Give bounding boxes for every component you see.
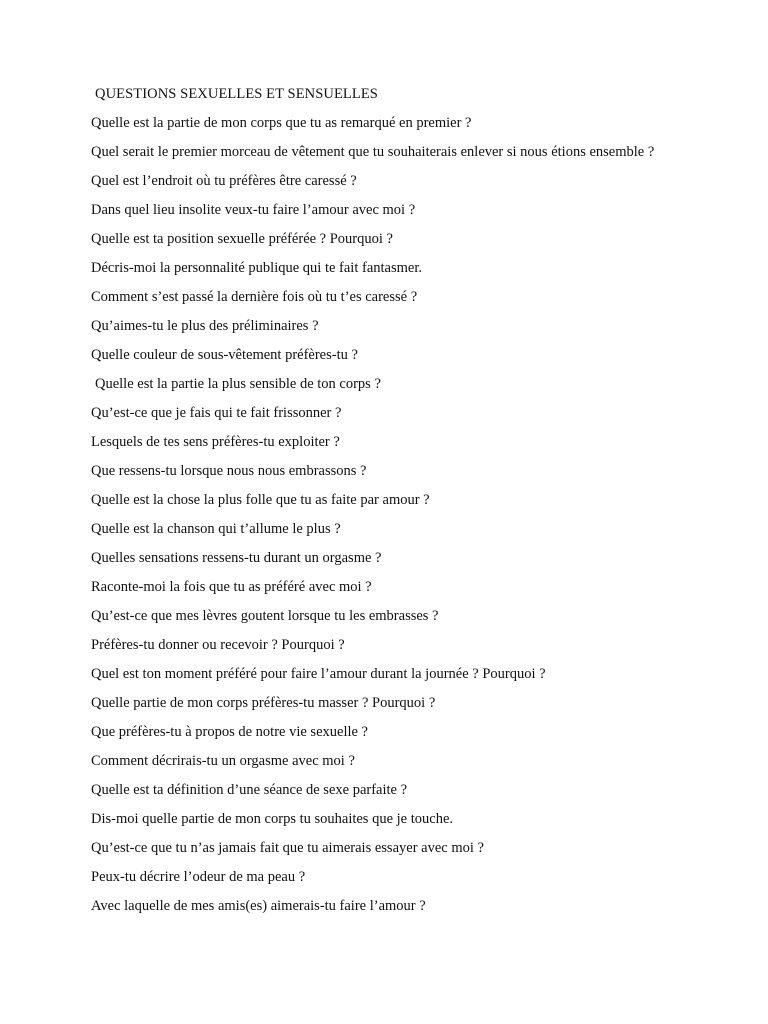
question-item: Quelles sensations ressens-tu durant un orgasme ? bbox=[91, 550, 382, 566]
question-item: Comment s’est passé la dernière fois où tu t’es caressé ? bbox=[91, 289, 418, 305]
question-item: Raconte-moi la fois que tu as préféré avec moi ? bbox=[91, 579, 372, 595]
question-item: Quel est ton moment préféré pour faire l’amour durant la journée ? Pourquoi ? bbox=[91, 666, 546, 682]
question-item: Préfères-tu donner ou recevoir ? Pourquoi ? bbox=[91, 637, 345, 653]
question-item: Quelle est la partie de mon corps que tu as remarqué en premier ? bbox=[91, 115, 472, 131]
question-item: Que ressens-tu lorsque nous nous embrassons ? bbox=[91, 463, 367, 479]
question-item: Quelle est la chose la plus folle que tu as faite par amour ? bbox=[91, 492, 430, 508]
question-item: Quelle est la partie la plus sensible de ton corps ? bbox=[95, 376, 381, 392]
question-item: Dans quel lieu insolite veux-tu faire l’amour avec moi ? bbox=[91, 202, 416, 218]
question-item: Qu’est-ce que je fais qui te fait frissonner ? bbox=[91, 405, 342, 421]
question-item: Quelle partie de mon corps préfères-tu masser ? Pourquoi ? bbox=[91, 695, 436, 711]
question-item: Peux-tu décrire l’odeur de ma peau ? bbox=[91, 869, 306, 885]
question-item: Quel serait le premier morceau de vêtement que tu souhaiterais enlever si nous étions ensemble ? bbox=[91, 144, 655, 160]
question-item: Comment décrirais-tu un orgasme avec moi ? bbox=[91, 753, 355, 769]
question-list bbox=[91, 114, 691, 916]
question-item: Que préfères-tu à propos de notre vie sexuelle ? bbox=[91, 724, 368, 740]
question-item: Qu’est-ce que mes lèvres goutent lorsque tu les embrasses ? bbox=[91, 608, 439, 624]
question-item: Quelle est ta définition d’une séance de sexe parfaite ? bbox=[91, 782, 408, 798]
question-item: Quelle est ta position sexuelle préférée ? Pourquoi ? bbox=[91, 231, 393, 247]
question-item: Lesquels de tes sens préfères-tu exploiter ? bbox=[91, 434, 340, 450]
question-item: Qu’aimes-tu le plus des préliminaires ? bbox=[91, 318, 319, 334]
question-item: Dis-moi quelle partie de mon corps tu souhaites que je touche. bbox=[91, 811, 454, 827]
question-item: Quelle couleur de sous-vêtement préfères-tu ? bbox=[91, 347, 358, 363]
document-title: QUESTIONS SEXUELLES ET SENSUELLES bbox=[95, 86, 378, 102]
question-item: Décris-moi la personnalité publique qui te fait fantasmer. bbox=[91, 260, 422, 276]
document-content bbox=[91, 85, 691, 926]
question-item: Qu’est-ce que tu n’as jamais fait que tu aimerais essayer avec moi ? bbox=[91, 840, 484, 856]
question-item: Quel est l’endroit où tu préfères être caressé ? bbox=[91, 173, 357, 189]
question-item: Avec laquelle de mes amis(es) aimerais-tu faire l’amour ? bbox=[91, 898, 426, 914]
question-item: Quelle est la chanson qui t’allume le plus ? bbox=[91, 521, 341, 537]
